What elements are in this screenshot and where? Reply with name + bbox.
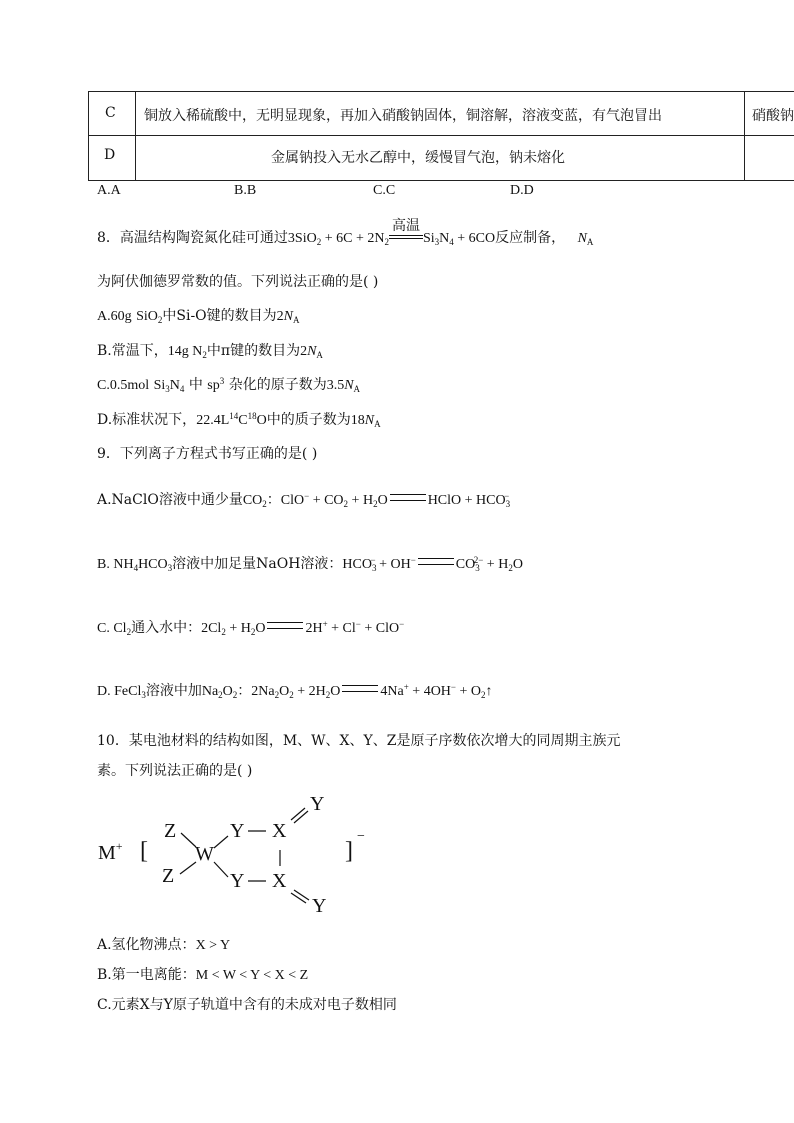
q10-stem-line1: 10．某电池材料的结构如图，M、W、X、Y、Z是原子序数依次增大的同周期主族元: [97, 733, 621, 749]
atom-z: Z: [162, 865, 175, 887]
q7-option-a: A.A: [97, 183, 121, 198]
atom-y: Y: [310, 793, 325, 815]
q9-option-d: D. FeCl$_3$溶液中加$Na_2O_2$：$2Na_2O_2 + 2H_2O$ $4Na^+ + 4OH^- + O_2↑$: [97, 682, 493, 700]
q9-option-b: B. $NH_4HCO_3$溶液中加足量NaOH溶液：$HCO_3^- + OH^-$ $CO_3^{2-} + H_2O$: [97, 555, 523, 573]
q8-option-a: A.60g SiO$_2$中Si-O键的数目为$2N_A$: [97, 308, 300, 325]
q10-stem-line2: 素。下列说法正确的是( ): [97, 763, 253, 779]
q8-option-c: C.0.5mol $Si_3N_4$ 中 $sp^3$ 杂化的原子数为$3.5N_A$: [97, 376, 361, 394]
q7-option-b: B.B: [234, 183, 257, 198]
table-cell-extra: 硝酸钠: [752, 108, 794, 124]
atom-m: M+: [98, 839, 123, 864]
table-cell-desc: 铜放入稀硫酸中，无明显现象，再加入硝酸钠固体，铜溶解，溶液变蓝，有气泡冒出: [144, 108, 662, 124]
atom-w: W: [195, 843, 214, 865]
q8-stem-line2: 为阿伏伽德罗常数的值。下列说法正确的是( ): [97, 274, 379, 290]
q8-stem: 8．高温结构陶瓷氮化硅可通过$3SiO_2 + 6C + 2N_2$ 高温 $Si_3N_4 + 6CO$反应制备， $N_A$: [97, 218, 594, 247]
charge-minus: −: [357, 829, 365, 844]
table-cell-label: D: [104, 147, 116, 163]
q10-option-b: B.第一电离能：M < W < Y < X < Z: [97, 967, 309, 983]
atom-y: Y: [230, 820, 245, 842]
q9-stem: 9．下列离子方程式书写正确的是( ): [97, 446, 318, 462]
table-cell-desc: 金属钠投入无水乙醇中，缓慢冒气泡，钠未熔化: [271, 150, 565, 166]
table-cell-label: C: [105, 105, 116, 121]
atom-y: Y: [312, 895, 327, 917]
bracket-right: ]: [345, 838, 353, 864]
q8-option-d: D.标准状况下，$22.4L^{14}C^{18}O$中的质子数为$18N_A$: [97, 411, 381, 429]
bracket-left: [: [140, 838, 148, 864]
q9-option-a: A.NaClO溶液中通少量$CO_2$：$ClO^- + CO_2 + H_2O$ HClO + $HCO_3^-$: [97, 491, 511, 509]
q10-option-a: A.氢化物沸点：X > Y: [97, 937, 231, 953]
reaction-arrow: 高温: [389, 230, 423, 244]
q9-option-c: C. $Cl_2$通入水中：$2Cl_2 + H_2O$ 2H+ + Cl− + ClO−: [97, 619, 405, 637]
atom-x: X: [272, 870, 287, 892]
q8-option-b: B.常温下，14g $N_2$中π键的数目为$2N_A$: [97, 343, 323, 360]
q10-option-c: C.元素X与Y原子轨道中含有的未成对电子数相同: [97, 997, 397, 1013]
atom-y: Y: [230, 870, 245, 892]
q7-option-d: D.D: [510, 183, 534, 198]
q7-option-c: C.C: [373, 183, 396, 198]
atom-z: Z: [164, 820, 177, 842]
atom-x: X: [272, 820, 287, 842]
